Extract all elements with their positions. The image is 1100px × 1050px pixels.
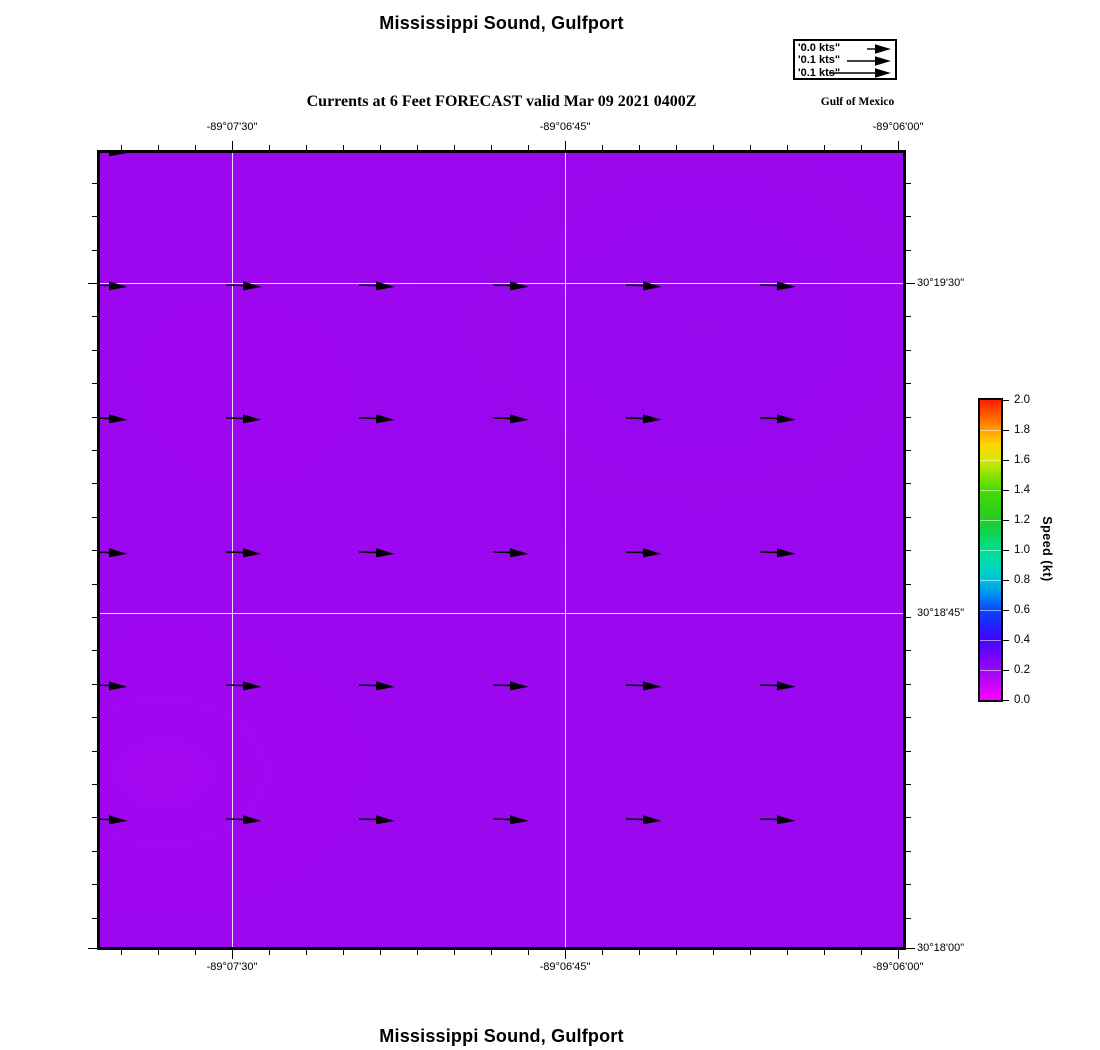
- minor-tick-right: [906, 650, 911, 651]
- minor-tick-bottom: [565, 950, 566, 959]
- current-arrow: [226, 546, 262, 560]
- minor-tick-right: [906, 584, 911, 585]
- current-arrow: [226, 412, 262, 426]
- colorbar-divider: [980, 460, 1001, 461]
- current-arrow: [359, 813, 395, 827]
- minor-tick-right: [906, 383, 911, 384]
- colorbar-tick-label: 2.0: [1014, 394, 1030, 406]
- current-arrow: [493, 813, 529, 827]
- minor-tick-bottom: [750, 950, 751, 955]
- colorbar-tick: [1003, 490, 1009, 491]
- minor-tick-right: [906, 450, 911, 451]
- colorbar-tick-label: 0.0: [1014, 694, 1030, 706]
- current-arrow: [626, 546, 662, 560]
- current-arrow: [226, 813, 262, 827]
- colorbar-tick-label: 1.0: [1014, 544, 1030, 556]
- current-arrow: [359, 412, 395, 426]
- colorbar-tick: [1003, 580, 1009, 581]
- speed-colorbar: [978, 398, 1003, 702]
- minor-tick-bottom: [417, 950, 418, 955]
- minor-tick-right: [906, 483, 911, 484]
- gridline-vertical: [565, 153, 566, 947]
- minor-tick-right: [906, 617, 911, 618]
- gridline-horizontal: [100, 613, 903, 614]
- minor-tick-bottom: [824, 950, 825, 955]
- colorbar-tick: [1003, 520, 1009, 521]
- lat-label-right: 30°19'30": [917, 277, 965, 289]
- minor-tick-bottom: [343, 950, 344, 955]
- minor-tick-bottom: [232, 950, 233, 959]
- minor-tick-right: [906, 216, 911, 217]
- current-arrow: [97, 279, 128, 293]
- current-arrow: [97, 546, 128, 560]
- lon-label-top: -89°06'00": [872, 121, 924, 133]
- colorbar-tick: [1003, 460, 1009, 461]
- minor-tick-right: [906, 751, 911, 752]
- colorbar-divider: [980, 580, 1001, 581]
- gulf-of-mexico-label: Gulf of Mexico: [820, 96, 895, 108]
- current-arrow: [493, 412, 529, 426]
- current-arrow: [760, 412, 796, 426]
- minor-tick-left: [88, 283, 97, 284]
- colorbar-tick-label: 0.2: [1014, 664, 1030, 676]
- legend-row: [798, 67, 893, 79]
- colorbar-divider: [980, 640, 1001, 641]
- current-arrow: [226, 279, 262, 293]
- lon-label-top: -89°07'30": [206, 121, 258, 133]
- colorbar-divider: [980, 520, 1001, 521]
- colorbar-tick: [1003, 700, 1009, 701]
- current-arrow: [626, 813, 662, 827]
- minor-tick-right: [906, 350, 911, 351]
- colorbar-tick: [1003, 610, 1009, 611]
- legend-row: [798, 42, 893, 54]
- current-arrow: [359, 279, 395, 293]
- lat-label-right: 30°18'45": [917, 607, 965, 619]
- minor-tick-right: [906, 884, 911, 885]
- colorbar-tick-label: 1.2: [1014, 514, 1030, 526]
- page-title-bottom: Mississippi Sound, Gulfport: [379, 1026, 624, 1046]
- minor-tick-bottom: [454, 950, 455, 955]
- minor-tick-right: [906, 717, 911, 718]
- page-title: Mississippi Sound, Gulfport: [379, 13, 624, 33]
- minor-tick-bottom: [158, 950, 159, 955]
- forecast-subtitle: Currents at 6 Feet FORECAST valid Mar 09 2021 0400Z: [306, 93, 697, 110]
- lon-label-top: -89°06'45": [539, 121, 591, 133]
- current-arrow: [493, 679, 529, 693]
- current-arrow: [359, 679, 395, 693]
- minor-tick-bottom: [195, 950, 196, 955]
- minor-tick-right: [906, 517, 911, 518]
- minor-tick-right: [906, 316, 911, 317]
- minor-tick-bottom: [121, 950, 122, 955]
- current-arrow: [626, 679, 662, 693]
- minor-tick-bottom: [787, 950, 788, 955]
- current-arrow: [760, 679, 796, 693]
- current-arrow: [626, 412, 662, 426]
- colorbar-tick: [1003, 670, 1009, 671]
- colorbar-divider: [980, 490, 1001, 491]
- colorbar-tick: [1003, 550, 1009, 551]
- minor-tick-right: [906, 918, 911, 919]
- minor-tick-top: [898, 141, 899, 150]
- colorbar-tick: [1003, 400, 1009, 401]
- colorbar-tick-label: 0.4: [1014, 634, 1030, 646]
- colorbar-tick-label: 1.8: [1014, 424, 1030, 436]
- minor-tick-right: [906, 817, 911, 818]
- current-arrow: [760, 813, 796, 827]
- minor-tick-right: [906, 417, 911, 418]
- colorbar-tick: [1003, 640, 1009, 641]
- colorbar-tick-label: 1.4: [1014, 484, 1030, 496]
- vector-scale-legend: [793, 39, 897, 80]
- colorbar-tick-label: 0.6: [1014, 604, 1030, 616]
- current-arrow: [226, 679, 262, 693]
- legend-row: [798, 54, 893, 66]
- current-arrow: [493, 279, 529, 293]
- minor-tick-right: [906, 550, 911, 551]
- current-arrow: [97, 679, 128, 693]
- minor-tick-bottom: [491, 950, 492, 955]
- current-arrow: [626, 279, 662, 293]
- legend-label: '0.0 kts": [798, 42, 841, 54]
- lon-label-bottom: -89°06'00": [872, 961, 924, 973]
- minor-tick-bottom: [639, 950, 640, 955]
- current-arrow: [97, 412, 128, 426]
- current-arrow: [760, 279, 796, 293]
- current-arrow: [97, 150, 128, 159]
- colorbar-tick: [1003, 430, 1009, 431]
- minor-tick-right: [906, 183, 911, 184]
- current-vector-map: [97, 150, 906, 950]
- lon-label-bottom: -89°07'30": [206, 961, 258, 973]
- minor-tick-bottom: [380, 950, 381, 955]
- current-arrow: [97, 813, 128, 827]
- colorbar-divider: [980, 550, 1001, 551]
- minor-tick-right: [906, 784, 911, 785]
- minor-tick-top: [232, 141, 233, 150]
- current-arrow: [760, 546, 796, 560]
- minor-tick-bottom: [602, 950, 603, 955]
- colorbar-divider: [980, 430, 1001, 431]
- major-tick-left: [88, 948, 97, 949]
- current-arrow: [359, 546, 395, 560]
- minor-tick-bottom: [861, 950, 862, 955]
- minor-tick-right: [906, 250, 911, 251]
- colorbar-divider: [980, 610, 1001, 611]
- colorbar-axis-label: Speed (kt): [1040, 516, 1054, 582]
- lon-label-bottom: -89°06'45": [539, 961, 591, 973]
- minor-tick-top: [565, 141, 566, 150]
- minor-tick-bottom: [269, 950, 270, 955]
- legend-label: '0.1 kts": [798, 66, 841, 79]
- minor-tick-right: [906, 851, 911, 852]
- colorbar-divider: [980, 670, 1001, 671]
- colorbar-tick-label: 0.8: [1014, 574, 1030, 586]
- minor-tick-bottom: [676, 950, 677, 955]
- lat-label-right: 30°18'00": [917, 942, 965, 954]
- current-arrow: [493, 546, 529, 560]
- minor-tick-bottom: [306, 950, 307, 955]
- minor-tick-right: [906, 283, 915, 284]
- minor-tick-bottom: [898, 950, 899, 959]
- major-tick-right: [906, 948, 915, 949]
- legend-label: '0.1 kts": [798, 54, 841, 67]
- minor-tick-bottom: [528, 950, 529, 955]
- minor-tick-right: [906, 684, 911, 685]
- colorbar-tick-label: 1.6: [1014, 454, 1030, 466]
- minor-tick-bottom: [713, 950, 714, 955]
